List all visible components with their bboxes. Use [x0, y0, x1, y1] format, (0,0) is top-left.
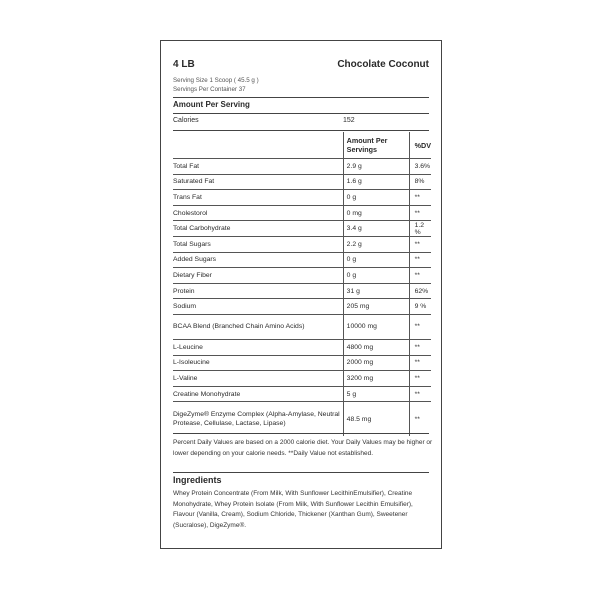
table-row	[173, 236, 431, 252]
nutrient-dv: **	[409, 314, 431, 339]
nutrition-label	[160, 40, 442, 549]
nutrient-dv: **	[409, 190, 431, 206]
divider	[173, 472, 429, 473]
table-row	[173, 174, 431, 190]
label-header	[173, 59, 429, 73]
table-row	[173, 355, 431, 371]
dv-header: %DV	[409, 132, 431, 159]
serving-size: Serving Size 1 Scoop ( 45.5 g )	[173, 77, 259, 84]
nutrient-name: Trans Fat	[173, 190, 343, 206]
divider	[173, 130, 429, 131]
nutrient-dv: **	[409, 252, 431, 268]
table-row	[173, 314, 431, 339]
table-row	[173, 386, 431, 402]
table-row	[173, 339, 431, 355]
nutrient-name: Total Fat	[173, 159, 343, 175]
amount-per-serving-heading: Amount Per Serving	[173, 100, 250, 109]
nutrient-dv: **	[409, 205, 431, 221]
table-row	[173, 205, 431, 221]
table-row	[173, 190, 431, 206]
ingredients-text: Whey Protein Concentrate (From Milk, With Sunflower LecithinEmulsifier), Creatine Monohydrate, Whey Protein Isolate (From Milk, With Sunflower Lecithin Emulsifier), Flavour (Vanilla, Cream), Sodium Chloride, Thickener (Xanthan Gum), Sweetener (Sucralose), DigeZyme®.	[173, 490, 413, 529]
flavor-name: Chocolate Coconut	[337, 59, 429, 70]
nutrient-name: Protein	[173, 283, 343, 299]
nutrient-dv: **	[409, 355, 431, 371]
nutrient-amount: 4800 mg	[343, 339, 409, 355]
divider	[173, 113, 429, 114]
nutrient-amount: 205 mg	[343, 299, 409, 315]
nutrient-amount: 10000 mg	[343, 314, 409, 339]
nutrient-name: Dietary Fiber	[173, 268, 343, 284]
table-header-row	[173, 132, 431, 159]
nutrient-dv: 8%	[409, 174, 431, 190]
nutrient-name: L-Valine	[173, 371, 343, 387]
servings-per-container: Servings Per Container 37	[173, 86, 246, 93]
nutrient-name: Added Sugars	[173, 252, 343, 268]
serving-info	[173, 76, 259, 94]
nutrient-name: Cholestorol	[173, 205, 343, 221]
divider	[173, 97, 429, 98]
nutrient-dv: **	[409, 386, 431, 402]
nutrient-name: DigeZyme® Enzyme Complex (Alpha-Amylase, Neutral Protease, Cellulase, Lactase, Lipase)	[173, 402, 343, 437]
nutrient-name: Saturated Fat	[173, 174, 343, 190]
ingredients-heading: Ingredients	[173, 475, 222, 485]
table-row	[173, 268, 431, 284]
table-row	[173, 252, 431, 268]
nutrient-amount: 5 g	[343, 386, 409, 402]
nutrient-dv: **	[409, 371, 431, 387]
table-row	[173, 221, 431, 237]
package-size: 4 LB	[173, 59, 195, 70]
nutrient-table	[173, 132, 431, 436]
table-row	[173, 299, 431, 315]
nutrient-amount: 3200 mg	[343, 371, 409, 387]
nutrient-name: Total Sugars	[173, 236, 343, 252]
nutrient-amount: 0 g	[343, 252, 409, 268]
calories-row	[173, 115, 429, 129]
divider	[173, 433, 429, 434]
table-row	[173, 283, 431, 299]
nutrient-name: BCAA Blend (Branched Chain Amino Acids)	[173, 314, 343, 339]
nutrient-dv: **	[409, 236, 431, 252]
daily-value-footnote: Percent Daily Values are based on a 2000 calorie diet. Your Daily Values may be higher or lower depending on your calorie needs. **Daily Value not established.	[173, 439, 433, 457]
nutrient-dv: 62%	[409, 283, 431, 299]
table-row	[173, 159, 431, 175]
nutrient-dv: **	[409, 268, 431, 284]
nutrient-name: Creatine Monohydrate	[173, 386, 343, 402]
nutrient-amount: 2.2 g	[343, 236, 409, 252]
nutrient-amount: 0 g	[343, 190, 409, 206]
nutrient-name: L-Leucine	[173, 339, 343, 355]
amount-header: Amount Per Servings	[343, 132, 409, 159]
nutrient-dv: **	[409, 339, 431, 355]
nutrient-dv: 9 %	[409, 299, 431, 315]
nutrient-name: Sodium	[173, 299, 343, 315]
nutrient-amount: 31 g	[343, 283, 409, 299]
nutrient-amount: 0 mg	[343, 205, 409, 221]
calories-label: Calories	[173, 117, 199, 124]
calories-value: 152	[343, 117, 355, 124]
nutrient-amount: 2000 mg	[343, 355, 409, 371]
nutrient-dv: **	[409, 402, 431, 437]
table-row	[173, 371, 431, 387]
nutrient-dv: 3.6%	[409, 159, 431, 175]
nutrient-dv: 1.2 %	[409, 221, 431, 237]
nutrient-amount: 3.4 g	[343, 221, 409, 237]
table-row	[173, 402, 431, 437]
nutrient-name: L-Isoleucine	[173, 355, 343, 371]
nutrient-amount: 2.9 g	[343, 159, 409, 175]
nutrient-amount: 1.6 g	[343, 174, 409, 190]
nutrient-amount: 0 g	[343, 268, 409, 284]
nutrient-amount: 48.5 mg	[343, 402, 409, 437]
nutrient-name: Total Carbohydrate	[173, 221, 343, 237]
